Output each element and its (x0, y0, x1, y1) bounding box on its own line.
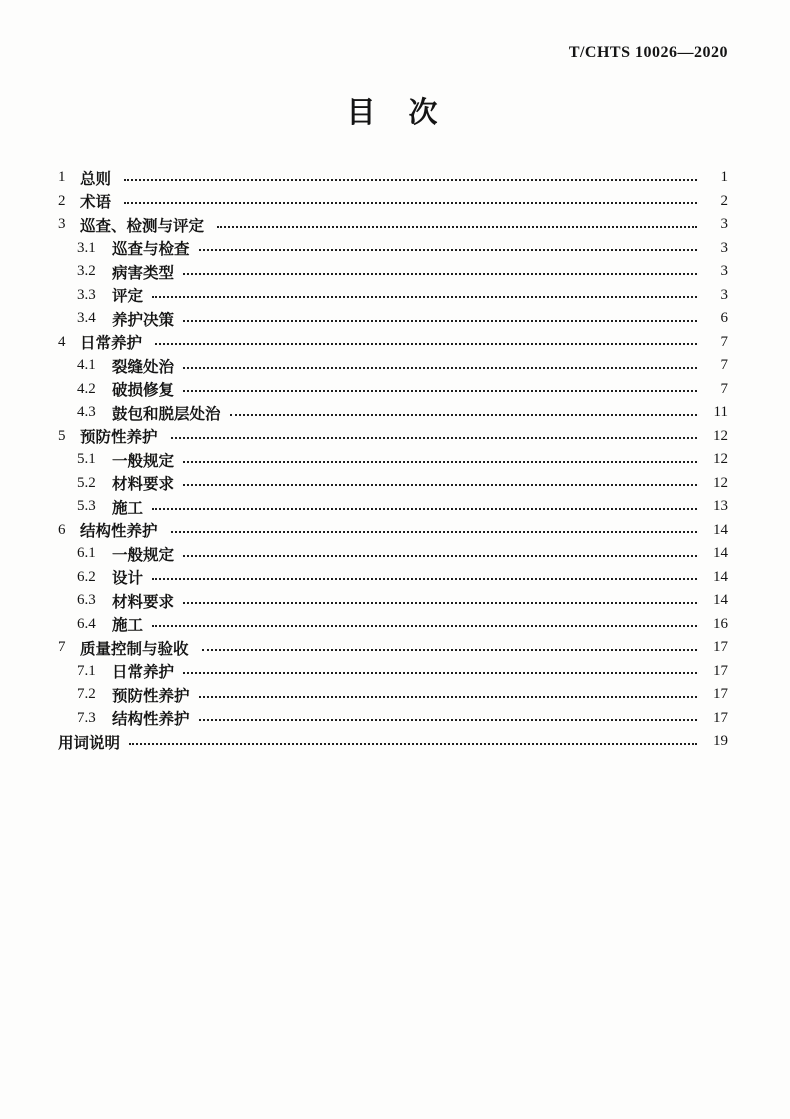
toc-entry-page: 14 (713, 545, 728, 562)
toc-entry-label: 施工 (112, 616, 144, 635)
toc-entry-label: 预防性养护 (112, 686, 190, 705)
toc-entry-number: 4.2 (77, 380, 96, 397)
toc-entry-number: 6.1 (77, 545, 96, 562)
toc-entry-number: 7 (58, 639, 66, 656)
toc-entry-number: 6.2 (77, 568, 96, 585)
toc-entry (58, 660, 728, 684)
toc-entry-label: 日常养护 (112, 663, 175, 682)
toc-entry (58, 613, 728, 637)
toc-entry (58, 237, 728, 261)
toc-entry-page: 7 (720, 333, 728, 350)
toc-entry-label: 日常养护 (80, 334, 143, 353)
toc-entry-number: 7.1 (77, 662, 96, 679)
toc-entry-number: 5.3 (77, 498, 96, 515)
toc-entry-number: 4.1 (77, 357, 96, 374)
dot-leader (152, 625, 697, 627)
toc-entry-number: 3.2 (77, 263, 96, 280)
toc-entry-page: 17 (713, 639, 728, 656)
toc-entry-page: 14 (713, 568, 728, 585)
toc-entry (58, 260, 728, 284)
toc-entry-label: 评定 (112, 287, 144, 306)
toc-entry-page: 3 (720, 216, 728, 233)
toc-entry (58, 166, 728, 190)
dot-leader (183, 367, 697, 369)
toc-entry (58, 495, 728, 519)
toc-entry (58, 707, 728, 731)
toc-entry-page: 3 (720, 286, 728, 303)
dot-leader (183, 555, 697, 557)
dot-leader (199, 719, 697, 721)
toc-entry-page: 1 (720, 169, 728, 186)
toc-entry-page: 11 (713, 404, 728, 421)
toc-entry-page: 7 (720, 380, 728, 397)
dot-leader (183, 390, 697, 392)
toc-entry (58, 307, 728, 331)
toc-entry (58, 401, 728, 425)
toc-entry-page: 13 (713, 498, 728, 515)
toc-entry-label: 裂缝处治 (112, 357, 175, 376)
toc-entry-number: 6 (58, 521, 66, 538)
toc-entry-number: 3 (58, 216, 66, 233)
toc-page-title: 目 次 (346, 95, 440, 129)
toc-entry (58, 519, 728, 543)
toc-entry-page: 14 (713, 592, 728, 609)
dot-leader (183, 602, 697, 604)
dot-leader (202, 649, 697, 651)
dot-leader (129, 743, 697, 745)
toc-entry (58, 190, 728, 214)
dot-leader (171, 531, 697, 533)
toc-entry (58, 472, 728, 496)
toc-entry-label: 鼓包和脱层处治 (112, 404, 221, 423)
dot-leader (199, 249, 697, 251)
toc-entry (58, 542, 728, 566)
toc-entry-number: 4 (58, 333, 66, 350)
dot-leader (155, 343, 697, 345)
toc-entry-number: 5.1 (77, 451, 96, 468)
toc-entry (58, 425, 728, 449)
dot-leader (183, 461, 697, 463)
toc-entry-label: 材料要求 (112, 592, 175, 611)
toc-entry (58, 378, 728, 402)
toc-entry-label: 预防性养护 (80, 428, 158, 447)
toc-entry-number: 1 (58, 169, 66, 186)
toc-entry-number: 3.3 (77, 286, 96, 303)
toc-entry-page: 12 (713, 427, 728, 444)
toc-entry-number: 4.3 (77, 404, 96, 421)
toc-entry-page: 19 (713, 733, 728, 750)
toc-entry-label: 一般规定 (112, 451, 175, 470)
toc-entry-page: 17 (713, 662, 728, 679)
toc-entry-number: 5 (58, 427, 66, 444)
toc-entry-number: 7.2 (77, 686, 96, 703)
toc-entry-label: 破损修复 (112, 381, 175, 400)
dot-leader (183, 273, 697, 275)
toc-entry (58, 213, 728, 237)
toc-entry-label: 结构性养护 (80, 522, 158, 541)
toc-entry-number: 3.1 (77, 239, 96, 256)
document-number: T/CHTS 10026—2020 (568, 44, 728, 61)
toc-entry-number: 6.3 (77, 592, 96, 609)
dot-leader (183, 672, 697, 674)
toc-entry (58, 284, 728, 308)
toc-entry-page: 6 (720, 310, 728, 327)
toc-entry-label: 结构性养护 (112, 710, 190, 729)
toc-entry-page: 12 (713, 451, 728, 468)
toc-entry-number: 6.4 (77, 615, 96, 632)
table-of-contents (58, 166, 728, 754)
toc-entry-page: 16 (713, 615, 728, 632)
toc-entry-page: 17 (713, 686, 728, 703)
toc-entry (58, 636, 728, 660)
dot-leader (171, 437, 697, 439)
toc-entry (58, 683, 728, 707)
dot-leader (152, 296, 697, 298)
toc-entry-label: 巡查与检查 (112, 240, 190, 259)
toc-entry-page: 3 (720, 239, 728, 256)
toc-entry-label: 术语 (80, 193, 112, 212)
toc-entry-label: 设计 (112, 569, 144, 588)
dot-leader (199, 696, 697, 698)
dot-leader (183, 484, 697, 486)
toc-entry-label: 质量控制与验收 (80, 639, 189, 658)
toc-entry-label: 养护决策 (112, 310, 175, 329)
toc-entry-number: 7.3 (77, 709, 96, 726)
toc-entry-label: 材料要求 (112, 475, 175, 494)
toc-entry-label: 病害类型 (112, 263, 175, 282)
toc-entry (58, 730, 728, 754)
toc-entry (58, 589, 728, 613)
dot-leader (124, 202, 697, 204)
toc-entry (58, 354, 728, 378)
toc-entry-label: 巡查、检测与评定 (80, 216, 205, 235)
toc-entry-page: 17 (713, 709, 728, 726)
toc-entry-label: 施工 (112, 498, 144, 517)
toc-entry-label: 一般规定 (112, 545, 175, 564)
toc-entry (58, 331, 728, 355)
toc-entry-label: 总则 (80, 169, 112, 188)
toc-entry-page: 14 (713, 521, 728, 538)
toc-entry-label: 用词说明 (58, 733, 121, 752)
toc-entry (58, 566, 728, 590)
dot-leader (217, 226, 697, 228)
toc-entry-page: 2 (720, 192, 728, 209)
toc-entry-number: 3.4 (77, 310, 96, 327)
toc-entry-number: 2 (58, 192, 66, 209)
dot-leader (152, 578, 697, 580)
dot-leader (152, 508, 697, 510)
toc-entry-page: 7 (720, 357, 728, 374)
toc-entry-page: 3 (720, 263, 728, 280)
dot-leader (183, 320, 697, 322)
dot-leader (124, 179, 697, 181)
toc-entry-number: 5.2 (77, 474, 96, 491)
toc-entry-page: 12 (713, 474, 728, 491)
dot-leader (230, 414, 697, 416)
toc-entry (58, 448, 728, 472)
